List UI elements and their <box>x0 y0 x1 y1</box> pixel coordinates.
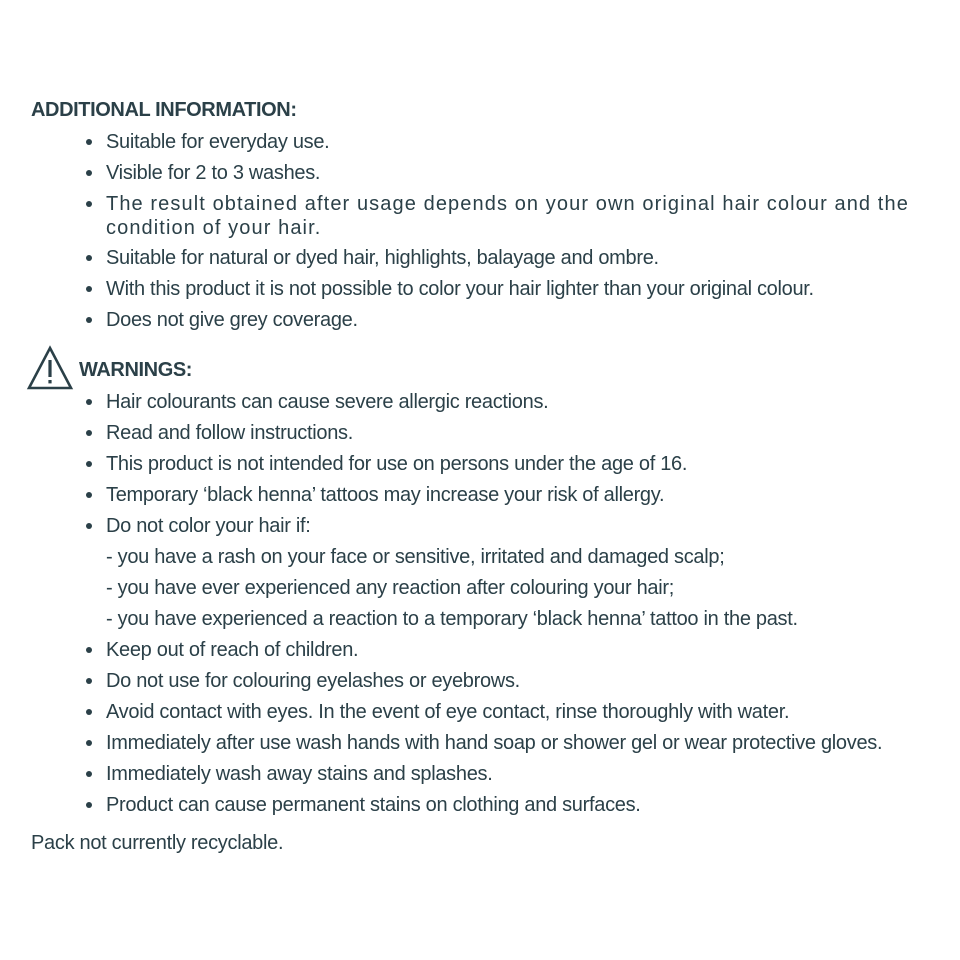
bullet-icon <box>86 170 92 176</box>
list-item-text: - you have experienced a reaction to a temporary ‘black henna’ tattoo in the past. <box>106 608 798 630</box>
bullet-icon <box>86 678 92 684</box>
list-item-text: Temporary ‘black henna’ tattoos may increase your risk of allergy. <box>106 484 665 506</box>
list-item-text: Does not give grey coverage. <box>106 309 358 331</box>
sub-list-item <box>86 576 946 607</box>
list-item <box>86 762 946 793</box>
list-item-text: Read and follow instructions. <box>106 422 353 444</box>
sub-list-item <box>86 545 946 576</box>
list-item-text: This product is not intended for use on persons under the age of 16. <box>106 453 688 475</box>
list-item <box>86 669 946 700</box>
list-item <box>86 246 946 277</box>
list-item <box>86 390 946 421</box>
bullet-icon <box>86 430 92 436</box>
bullet-icon <box>86 255 92 261</box>
list-item <box>86 277 946 308</box>
list-item <box>86 192 946 246</box>
list-item <box>86 130 946 161</box>
list-item-text: Avoid contact with eyes. In the event of eye contact, rinse thoroughly with water. <box>106 701 790 723</box>
list-item-text: Hair colourants can cause severe allergic reactions. <box>106 391 549 413</box>
list-item-text: The result obtained after usage depends on your own original hair colour and the condition of your hair. <box>106 193 909 239</box>
bullet-icon <box>86 709 92 715</box>
additional-info-heading: ADDITIONAL INFORMATION: <box>31 99 297 121</box>
list-item <box>86 452 946 483</box>
list-item <box>86 483 946 514</box>
bullet-icon <box>86 286 92 292</box>
bullet-icon <box>86 461 92 467</box>
bullet-icon <box>86 317 92 323</box>
warnings-list <box>86 390 946 824</box>
list-item <box>86 308 946 339</box>
warnings-heading: WARNINGS: <box>79 359 193 381</box>
list-item-text: Immediately after use wash hands with hand soap or shower gel or wear protective gloves. <box>106 732 883 754</box>
list-item-text: Immediately wash away stains and splashes. <box>106 763 493 785</box>
list-item-text: - you have ever experienced any reaction after colouring your hair; <box>106 577 675 599</box>
list-item-text: With this product it is not possible to color your hair lighter than your original colour. <box>106 278 814 300</box>
bullet-icon <box>86 523 92 529</box>
list-item-text: Visible for 2 to 3 washes. <box>106 162 321 184</box>
list-item-text: Product can cause permanent stains on clothing and surfaces. <box>106 794 641 816</box>
bullet-icon <box>86 771 92 777</box>
list-item-text: Suitable for everyday use. <box>106 131 330 153</box>
bullet-icon <box>86 139 92 145</box>
bullet-icon <box>86 201 92 207</box>
list-item-text: Do not use for colouring eyelashes or eyebrows. <box>106 670 520 692</box>
list-item <box>86 421 946 452</box>
additional-info-list <box>86 130 946 339</box>
bullet-icon <box>86 802 92 808</box>
bullet-icon <box>86 492 92 498</box>
list-item <box>86 514 946 545</box>
list-item <box>86 793 946 824</box>
list-item-text: Suitable for natural or dyed hair, highlights, balayage and ombre. <box>106 247 659 269</box>
list-item-text: Do not color your hair if: <box>106 515 311 537</box>
list-item-text: - you have a rash on your face or sensitive, irritated and damaged scalp; <box>106 546 725 568</box>
list-item <box>86 731 946 762</box>
list-item <box>86 638 946 669</box>
list-item-text: Keep out of reach of children. <box>106 639 359 661</box>
bullet-icon <box>86 399 92 405</box>
warning-triangle-icon <box>26 345 74 391</box>
list-item <box>86 161 946 192</box>
recycling-note: Pack not currently recyclable. <box>31 832 284 854</box>
sub-list-item <box>86 607 946 638</box>
list-item <box>86 700 946 731</box>
bullet-icon <box>86 647 92 653</box>
bullet-icon <box>86 740 92 746</box>
